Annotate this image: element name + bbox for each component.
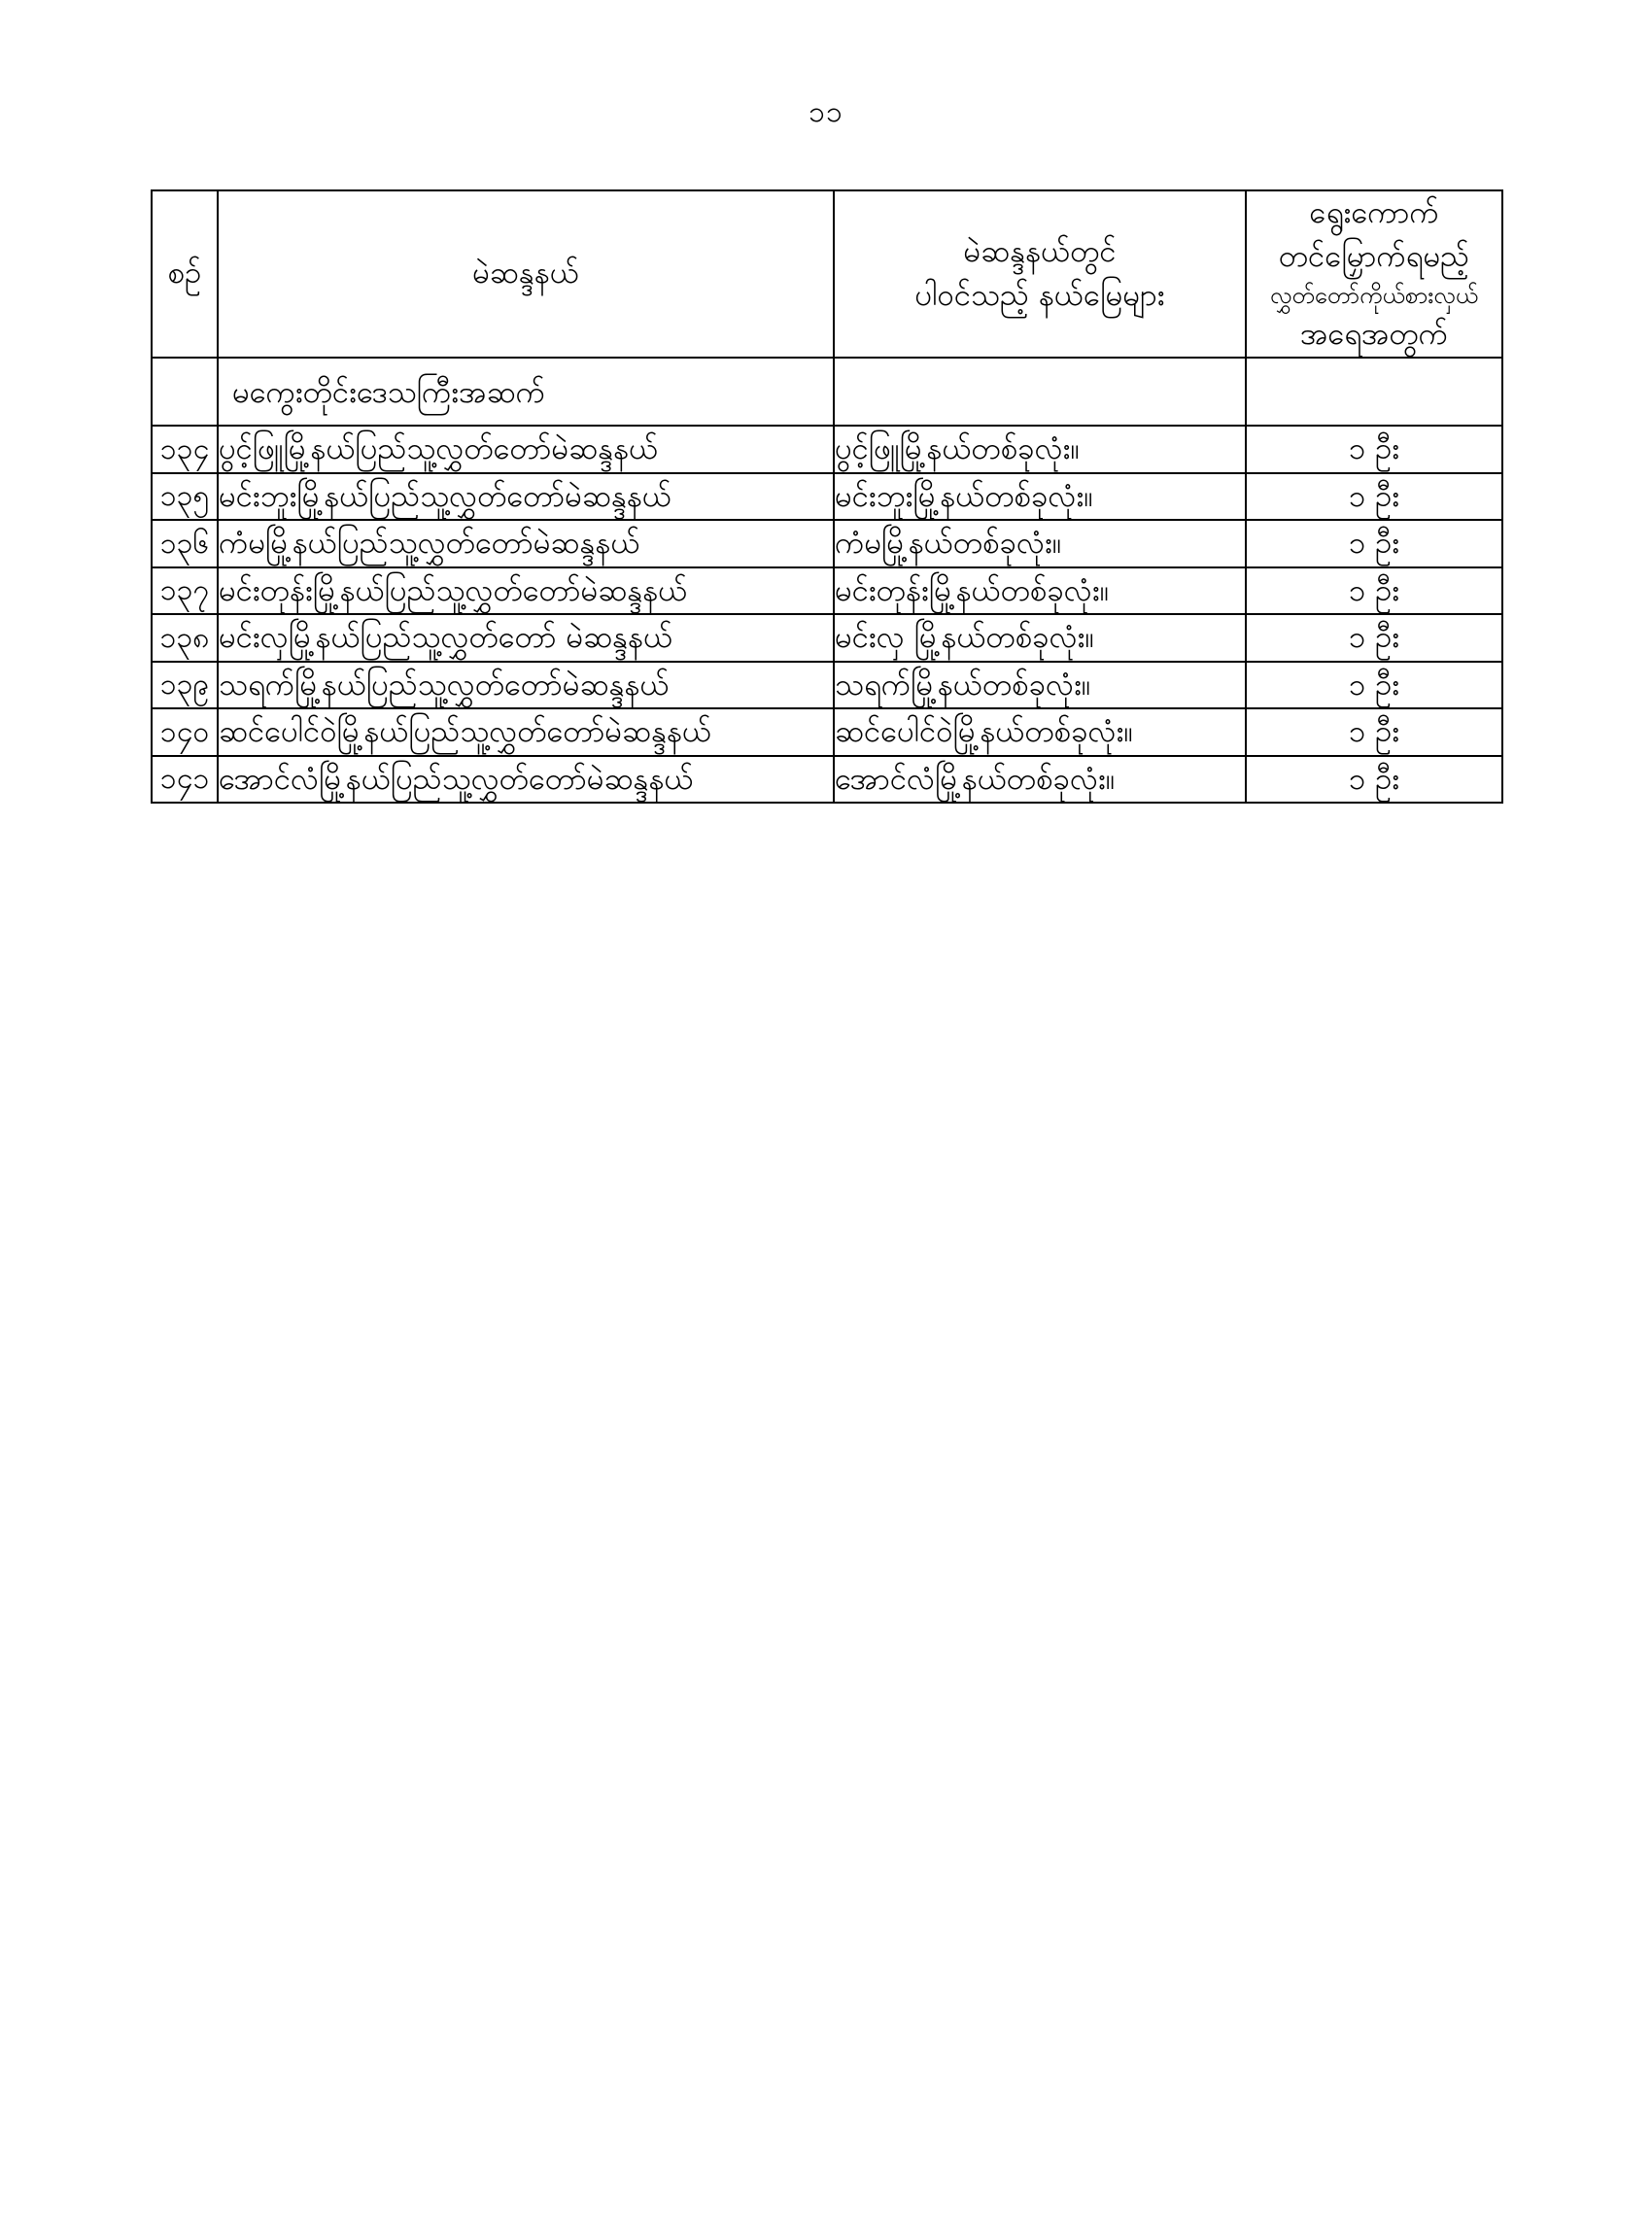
row-constituency: အောင်လံမြို့နယ်ပြည်သူ့လွှတ်တော်မဲဆန္ဒနယ် — [218, 756, 834, 804]
row-no: ၁၃၈ — [152, 614, 218, 662]
row-areas: အောင်လံမြို့နယ်တစ်ခုလုံး။ — [834, 756, 1246, 804]
column-header-constituency: မဲဆန္ဒနယ် — [218, 190, 834, 358]
row-areas: မင်းတုန်းမြို့နယ်တစ်ခုလုံး။ — [834, 567, 1246, 615]
section-area-cell — [834, 358, 1246, 427]
table-row — [152, 520, 1502, 567]
row-areas: မင်းလှ မြို့နယ်တစ်ခုလုံး။ — [834, 614, 1246, 662]
row-no: ၁၃၉ — [152, 662, 218, 709]
row-no: ၁၃၆ — [152, 520, 218, 567]
constituency-table — [151, 189, 1503, 804]
table-header-row — [152, 190, 1502, 358]
row-count: ၁ ဦး — [1246, 567, 1502, 615]
row-constituency: ဆင်ပေါင်ဝဲမြို့နယ်ပြည်သူ့လွှတ်တော်မဲဆန္ဒနယ် — [218, 708, 834, 756]
row-constituency: မင်းတုန်းမြို့နယ်ပြည်သူ့လွှတ်တော်မဲဆန္ဒနယ် — [218, 567, 834, 615]
section-heading-row — [152, 358, 1502, 427]
table-body — [152, 358, 1502, 804]
column-header-areas: မဲဆန္ဒနယ်တွင် ပါဝင်သည့် နယ်မြေများ — [834, 190, 1246, 358]
row-areas: ကံမမြို့နယ်တစ်ခုလုံး။ — [834, 520, 1246, 567]
table-row — [152, 473, 1502, 521]
row-count: ၁ ဦး — [1246, 614, 1502, 662]
row-constituency: မင်းဘူးမြို့နယ်ပြည်သူ့လွှတ်တော်မဲဆန္ဒနယ် — [218, 473, 834, 521]
row-count: ၁ ဦး — [1246, 426, 1502, 473]
row-areas: ဆင်ပေါင်ဝဲမြို့နယ်တစ်ခုလုံး။ — [834, 708, 1246, 756]
row-no: ၁၃၇ — [152, 567, 218, 615]
row-count: ၁ ဦး — [1246, 756, 1502, 804]
column-header-count: ရွေးကောက် တင်မြှောက်ရမည့် လွှတ်တော်ကိုယ်စားလှယ် အရေအတွက် — [1246, 190, 1502, 358]
row-constituency: သရက်မြို့နယ်ပြည်သူ့လွှတ်တော်မဲဆန္ဒနယ် — [218, 662, 834, 709]
row-areas: မင်းဘူးမြို့နယ်တစ်ခုလုံး။ — [834, 473, 1246, 521]
row-areas: ပွင့်ဖြူမြို့နယ်တစ်ခုလုံး။ — [834, 426, 1246, 473]
row-count: ၁ ဦး — [1246, 662, 1502, 709]
document-page — [0, 92, 1652, 2230]
section-title: မကွေးတိုင်းဒေသကြီးအဆက် — [218, 358, 834, 427]
table-header — [152, 190, 1502, 358]
row-no: ၁၄၀ — [152, 708, 218, 756]
table-row — [152, 756, 1502, 804]
table-row — [152, 708, 1502, 756]
row-constituency: မင်းလှမြို့နယ်ပြည်သူ့လွှတ်တော် မဲဆန္ဒနယ် — [218, 614, 834, 662]
page-number: ၁၁ — [809, 95, 843, 129]
row-no: ၁၄၁ — [152, 756, 218, 804]
table-row — [152, 567, 1502, 615]
row-no: ၁၃၄ — [152, 426, 218, 473]
table-row — [152, 662, 1502, 709]
row-count: ၁ ဦး — [1246, 708, 1502, 756]
row-count: ၁ ဦး — [1246, 520, 1502, 567]
row-areas: သရက်မြို့နယ်တစ်ခုလုံး။ — [834, 662, 1246, 709]
section-no-cell — [152, 358, 218, 427]
constituency-table-wrapper — [151, 189, 1501, 804]
row-count: ၁ ဦး — [1246, 473, 1502, 521]
row-constituency: ကံမမြို့နယ်ပြည်သူ့လွှတ်တော်မဲဆန္ဒနယ် — [218, 520, 834, 567]
table-row — [152, 614, 1502, 662]
table-row — [152, 426, 1502, 473]
column-header-no: စဉ် — [152, 190, 218, 358]
row-no: ၁၃၅ — [152, 473, 218, 521]
section-count-cell — [1246, 358, 1502, 427]
row-constituency: ပွင့်ဖြူမြို့နယ်ပြည်သူ့လွှတ်တော်မဲဆန္ဒနယ် — [218, 426, 834, 473]
